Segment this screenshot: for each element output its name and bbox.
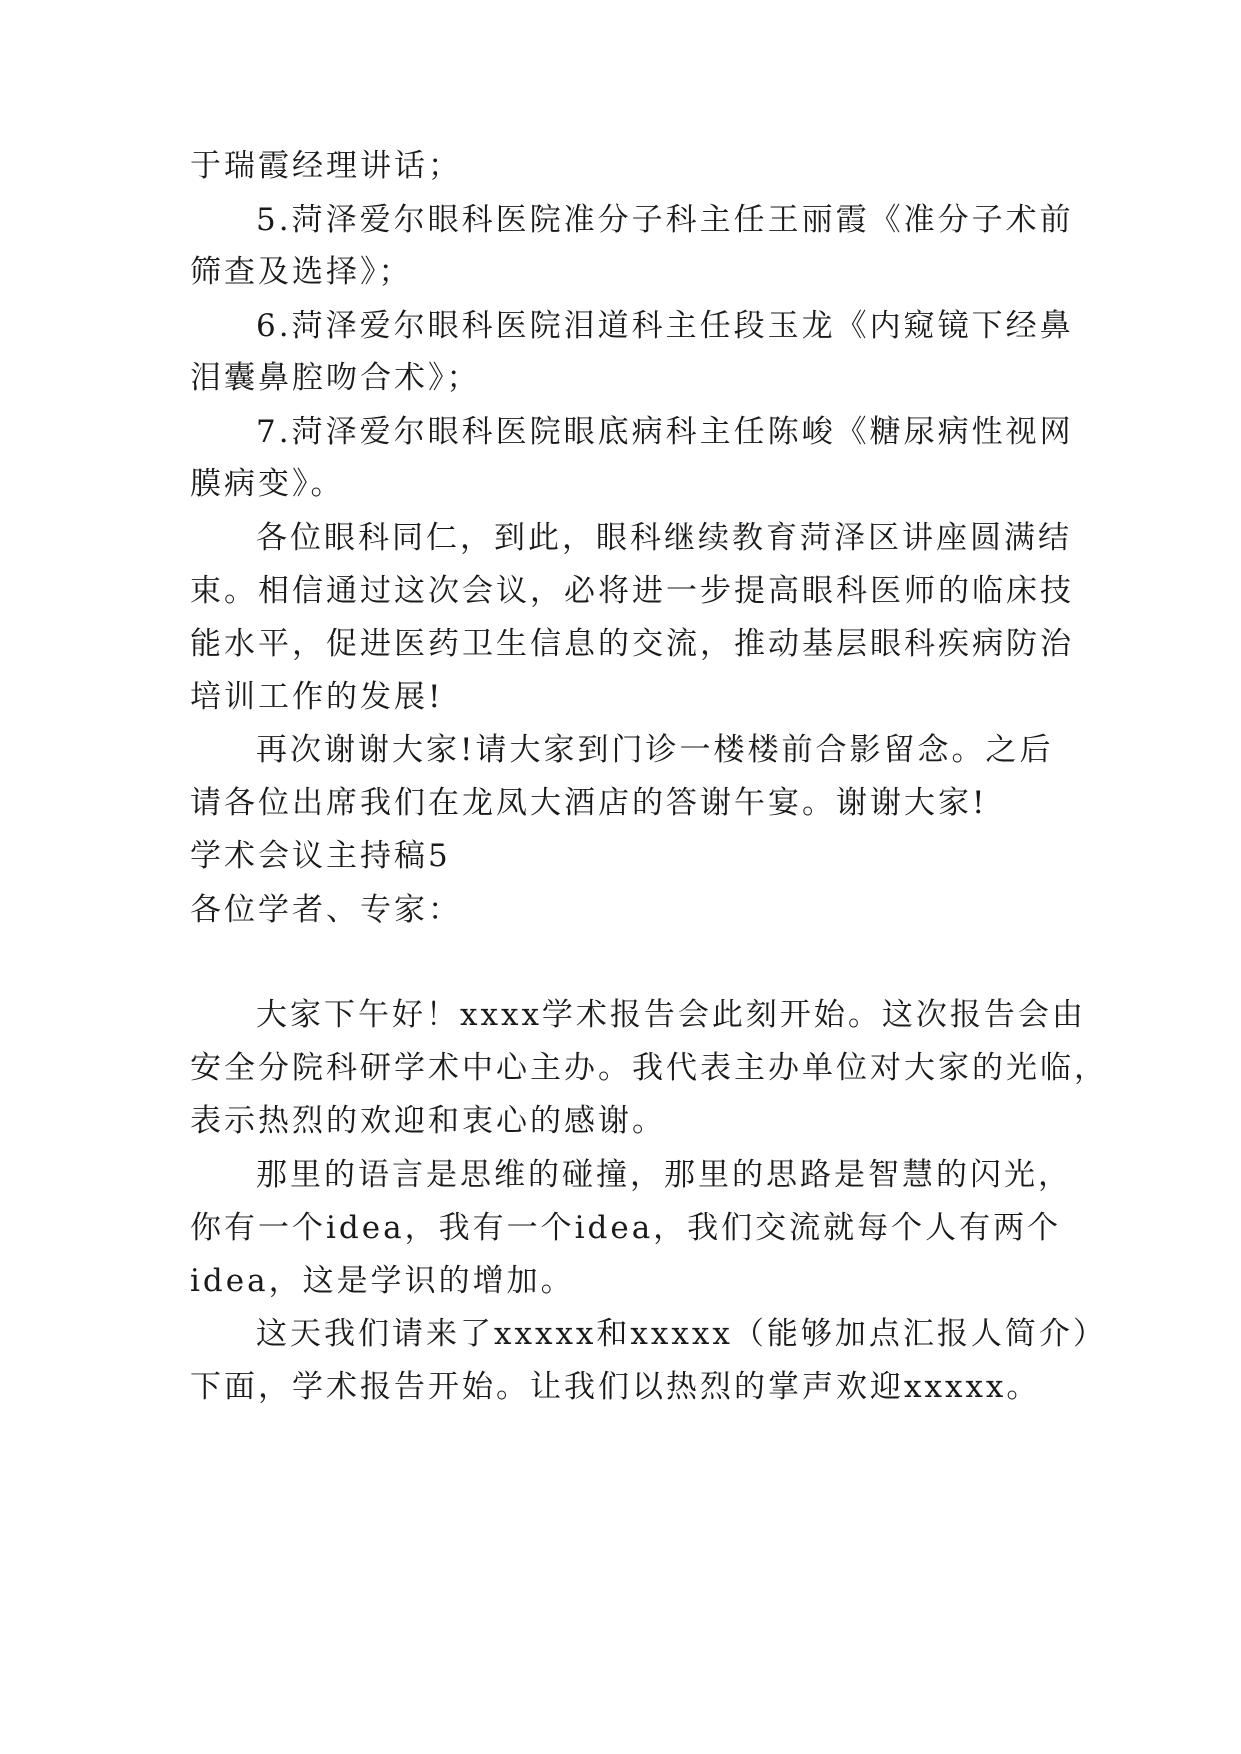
text-line: 能水平，促进医药卫生信息的交流，推动基层眼科疾病防治	[190, 626, 1074, 662]
paragraph-line: 各位眼科同仁，到此，眼科继续教育菏泽区讲座圆满结	[256, 520, 1072, 556]
text-line: 于瑞霞经理讲话；	[190, 148, 462, 184]
text-line: 筛查及选择》；	[190, 254, 413, 290]
paragraph-line: 再次谢谢大家!请大家到门诊一楼楼前合影留念。之后	[256, 732, 1054, 768]
text-line: 膜病变》。	[190, 466, 345, 502]
text-line: 你有一个idea，我有一个idea，我们交流就每个人有两个	[190, 1210, 1062, 1246]
text-line: idea，这是学识的增加。	[190, 1263, 575, 1299]
paragraph-line: 那里的语言是思维的碰撞，那里的思路是智慧的闪光，	[256, 1157, 1072, 1193]
paragraph-line: 大家下午好！xxxx学术报告会此刻开始。这次报告会由	[256, 997, 1086, 1033]
section-heading: 学术会议主持稿5	[190, 838, 451, 874]
text-line: 束。相信通过这次会议，必将进一步提高眼科医师的临床技	[190, 573, 1074, 609]
text-line: 培训工作的发展!	[190, 679, 444, 715]
text-line: 泪囊鼻腔吻合术》；	[190, 360, 481, 396]
text-line: 请各位出席我们在龙凤大酒店的答谢午宴。谢谢大家!	[190, 785, 988, 821]
list-item-6: 6.菏泽爱尔眼科医院泪道科主任段玉龙《内窥镜下经鼻	[256, 308, 1074, 344]
text-line: 下面，学术报告开始。让我们以热烈的掌声欢迎xxxxx。	[190, 1369, 1041, 1405]
salutation: 各位学者、专家：	[190, 892, 462, 928]
list-item-5: 5.菏泽爱尔眼科医院准分子科主任王丽霞《准分子术前	[256, 202, 1074, 238]
text-line: 表示热烈的欢迎和衷心的感谢。	[190, 1103, 666, 1139]
paragraph-line: 这天我们请来了xxxxx和xxxxx（能够加点汇报人简介）	[256, 1316, 1107, 1352]
text-line: 安全分院科研学术中心主办。我代表主办单位对大家的光临，	[190, 1050, 1108, 1086]
list-item-7: 7.菏泽爱尔眼科医院眼底病科主任陈峻《糖尿病性视网	[256, 414, 1074, 450]
